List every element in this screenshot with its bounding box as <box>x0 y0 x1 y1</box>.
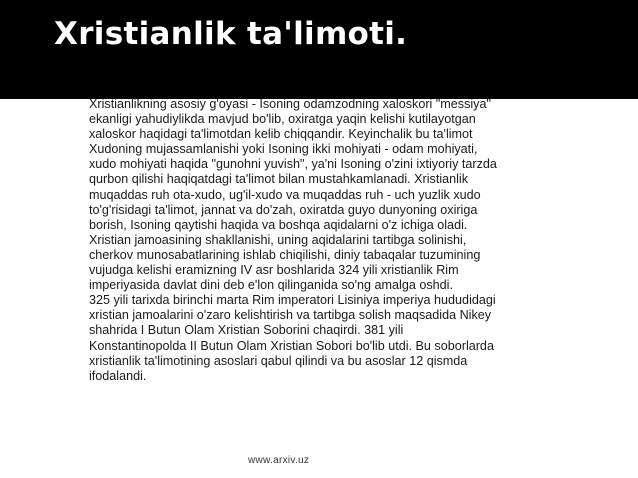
body-line: Konstantinopolda II Butun Olam Xristian Sobori bo'lib utdi. Bu soborlarda <box>89 338 494 353</box>
body-line: ifodalandi. <box>89 368 147 383</box>
body-line: qurbon qilishi haqiqatdagi ta'limot bilan mustahkamlanadi. Xristianlik <box>89 172 469 187</box>
body-line: to'g'risidagi ta'limot, jannat va do'zah, oxiratda guyo dunyoning oxiriga <box>89 202 478 217</box>
body-line: vujudga kelishi eramizning IV asr boshlarida 324 yili xristianlik Rim <box>89 263 459 278</box>
body-line: xristianlik ta'limotining asoslari qabul qilindi va bu asoslar 12 qismda <box>89 353 468 368</box>
body-line: shahrida I Butun Olam Xristian Soborini chaqirdi. 381 yili <box>89 323 404 338</box>
title-bar <box>0 0 638 99</box>
body-line: 325 yili tarixda birinchi marta Rim imperatori Lisiniya imperiya hududidagi <box>89 293 496 308</box>
slide-title: Xristianlik ta'limoti. <box>54 16 408 52</box>
body-line: ekanligi yahudiylikda mavjud bo'lib, oxiratga yaqin kelishi kutilayotgan <box>89 112 476 127</box>
body-line: Xristian jamoasining shakllanishi, uning aqidalarini tartibga solinishi, <box>89 232 467 247</box>
body-line: Xudoning mujassamlanishi yoki Isoning ikki mohiyati - odam mohiyati, <box>89 142 478 157</box>
body-line: cherkov munosabatlarining ishlab chiqilishi, diniy tabaqalar tuzumining <box>89 247 481 262</box>
body-line: muqaddas ruh ota-xudo, ug'il-xudo va muqaddas ruh - uch yuzlik xudo <box>89 187 481 202</box>
body-line: imperiyasida davlat dini deb e'lon qilinganida so'ng amalga oshdi. <box>89 278 453 293</box>
body-line: borish, Isoning qaytishi haqida va boshqa aqidalarni o'z ichiga oladi. <box>89 217 468 232</box>
body-line: xristian jamoalarini o'zaro kelishtirish va tartibga solish maqsadida Nikey <box>89 308 492 323</box>
body-line: Xristianlikning asosiy g'oyasi - Isoning odamzodning xaloskori "messiya" <box>89 97 491 111</box>
body-line: xaloskor haqidagi ta'limotdan kelib chiqqandir. Keyinchalik bu ta'limot <box>89 127 473 142</box>
body-line: xudo mohiyati haqida "gunohni yuvish", ya'ni Isoning o'zini ixtiyoriy tarzda <box>89 157 497 172</box>
footer-source: www.arxiv.uz <box>248 455 310 466</box>
body-paragraph <box>89 97 589 384</box>
